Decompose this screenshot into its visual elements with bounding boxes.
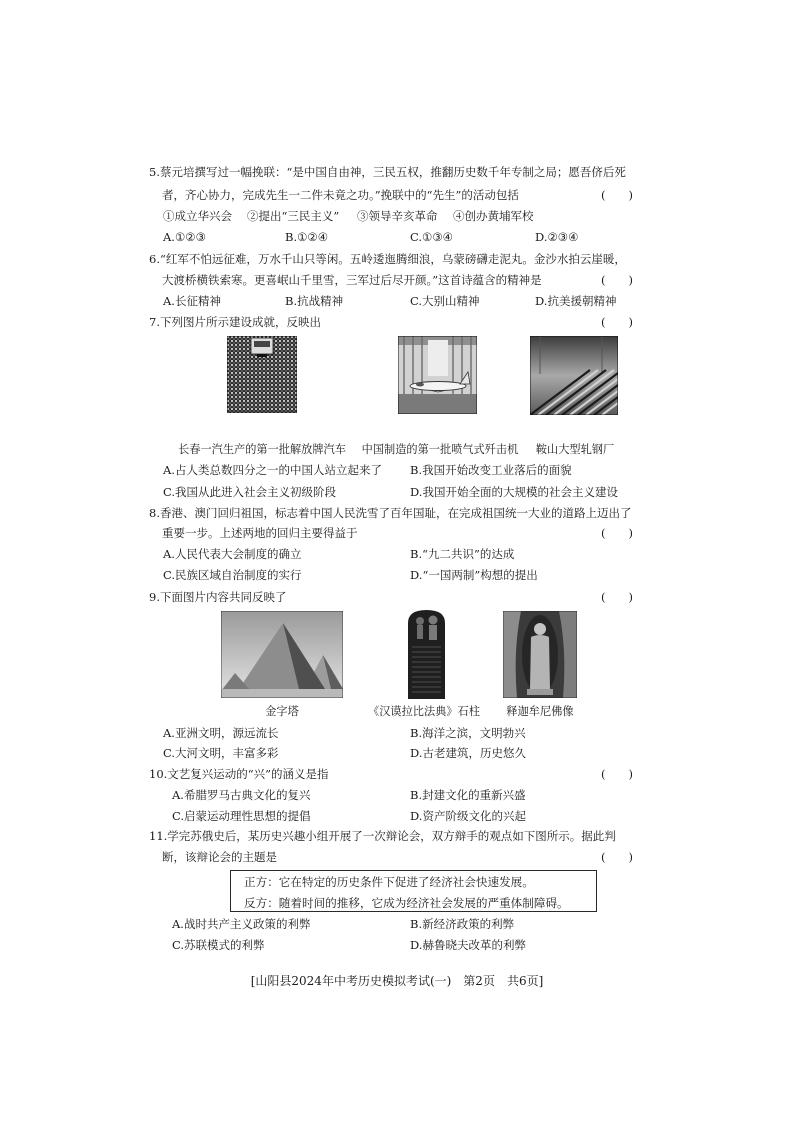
question-8-option-b: B.“九二共识”的达成 — [410, 547, 515, 561]
question-7-option-d: D.我国开始全面的大规模的社会主义建设 — [410, 485, 618, 499]
caption-jet-fighter: 中国制造的第一批喷气式歼击机 — [361, 443, 519, 456]
photo-hammurabi-stele — [404, 609, 449, 699]
question-7-line-1: 7.下列图片所示建设成就，反映出 — [149, 315, 321, 329]
question-5-line-2: 者，齐心协力，完成先生一二件未竟之功。”挽联中的“先生”的活动包括 — [162, 188, 519, 202]
debate-viewpoints-box — [230, 870, 597, 912]
question-11-option-a: A.战时共产主义政策的利弊 — [172, 917, 311, 931]
question-11-line-2: 断，该辩论会的主题是 — [162, 850, 277, 864]
question-5-answer-bracket: ( ) — [601, 188, 633, 202]
question-6-option-c: C.大别山精神 — [410, 294, 480, 308]
question-8-answer-bracket: ( ) — [601, 526, 633, 540]
question-9-option-d: D.古老建筑，历史悠久 — [410, 746, 526, 760]
question-5-line-1: 5.蔡元培撰写过一幅挽联：“是中国自由神，三民五权，推翻历史数千年专制之局；愿吾侪后死 — [149, 165, 626, 179]
question-7-option-b: B.我国开始改变工业落后的面貌 — [410, 463, 572, 477]
question-11-line-1: 11.学完苏俄史后，某历史兴趣小组开展了一次辩论会，双方辩手的观点如下图所示。据此判 — [149, 829, 616, 843]
question-11-answer-bracket: ( ) — [601, 850, 633, 864]
photo-jet-fighter-factory — [398, 336, 477, 414]
question-6-line-1: 6.“红军不怕远征难，万水千山只等闲。五岭逶迤腾细浪，乌蒙磅礴走泥丸。金沙水拍云崖暖， — [149, 252, 626, 266]
question-8-line-2: 重要一步。上述两地的回归主要得益于 — [162, 526, 358, 540]
question-5-item-2: ②提出“三民主义” — [247, 209, 340, 223]
question-8-option-c: C.民族区域自治制度的实行 — [163, 568, 302, 582]
question-10-option-d: D.资产阶级文化的兴起 — [410, 809, 526, 823]
debate-con-viewpoint: 反方：随着时间的推移，它成为经济社会发展的严重体制障碍。 — [244, 896, 569, 910]
question-8-option-d: D.“一国两制”构想的提出 — [410, 568, 538, 582]
question-10-option-b: B.封建文化的重新兴盛 — [410, 788, 526, 802]
question-10-line-1: 10.文艺复兴运动的“兴”的涵义是指 — [149, 767, 329, 781]
question-10-answer-bracket: ( ) — [601, 767, 633, 781]
question-7-option-a: A.占人类总数四分之一的中国人站立起来了 — [163, 463, 382, 477]
question-7-answer-bracket: ( ) — [601, 315, 633, 329]
caption-pyramids: 金字塔 — [265, 705, 299, 718]
question-5-option-a: A.①②③ — [163, 230, 206, 244]
photo-pyramids — [221, 611, 343, 698]
question-6-option-d: D.抗美援朝精神 — [535, 294, 617, 308]
debate-pro-viewpoint: 正方：它在特定的历史条件下促进了经济社会快速发展。 — [244, 875, 534, 889]
question-6-option-a: A.长征精神 — [163, 294, 221, 308]
question-9-answer-bracket: ( ) — [601, 590, 633, 604]
question-9-option-a: A.亚洲文明，源远流长 — [163, 726, 279, 740]
question-5-item-1: ①成立华兴会 — [163, 209, 232, 223]
question-7-option-c: C.我国从此进入社会主义初级阶段 — [163, 485, 337, 499]
caption-jiefang-trucks: 长春一汽生产的第一批解放牌汽车 — [178, 443, 346, 456]
question-11-option-c: C.苏联模式的利弊 — [172, 938, 265, 952]
caption-rolling-mill: 鞍山大型轧钢厂 — [535, 443, 615, 456]
photo-buddha-statue — [503, 611, 577, 698]
question-11-option-b: B.新经济政策的利弊 — [410, 917, 515, 931]
question-9-option-c: C.大河文明，丰富多彩 — [163, 746, 279, 760]
question-5-option-b: B.①②④ — [285, 230, 329, 244]
question-5-item-3: ③领导辛亥革命 — [357, 209, 438, 223]
question-8-option-a: A.人民代表大会制度的确立 — [163, 547, 302, 561]
question-5-option-d: D.②③④ — [535, 230, 579, 244]
question-6-answer-bracket: ( ) — [601, 273, 633, 287]
question-11-option-d: D.赫鲁晓夫改革的利弊 — [410, 938, 526, 952]
question-8-line-1: 8.香港、澳门回归祖国，标志着中国人民洗雪了百年国耻，在完成祖国统一大业的道路上迈出了 — [149, 506, 632, 520]
question-9-option-b: B.海洋之滨，文明勃兴 — [410, 726, 526, 740]
question-5-option-c: C.①③④ — [410, 230, 453, 244]
question-10-option-a: A.希腊罗马古典文化的复兴 — [172, 788, 311, 802]
question-6-line-2: 大渡桥横铁索寒。更喜岷山千里雪，三军过后尽开颜。”这首诗蕴含的精神是 — [162, 273, 542, 287]
question-10-option-c: C.启蒙运动理性思想的提倡 — [172, 809, 311, 823]
question-5-item-4: ④创办黄埔军校 — [453, 209, 534, 223]
question-6-option-b: B.抗战精神 — [285, 294, 344, 308]
page-footer: [山阳县2024年中考历史模拟考试(一) 第2页 共6页] — [250, 974, 544, 988]
photo-jiefang-trucks — [227, 336, 297, 413]
caption-hammurabi-stele: 《汉谟拉比法典》石柱 — [368, 705, 480, 718]
caption-buddha-statue: 释迦牟尼佛像 — [506, 705, 574, 718]
photo-anshan-rolling-mill — [530, 336, 618, 415]
question-9-line-1: 9.下面图片内容共同反映了 — [149, 590, 287, 604]
